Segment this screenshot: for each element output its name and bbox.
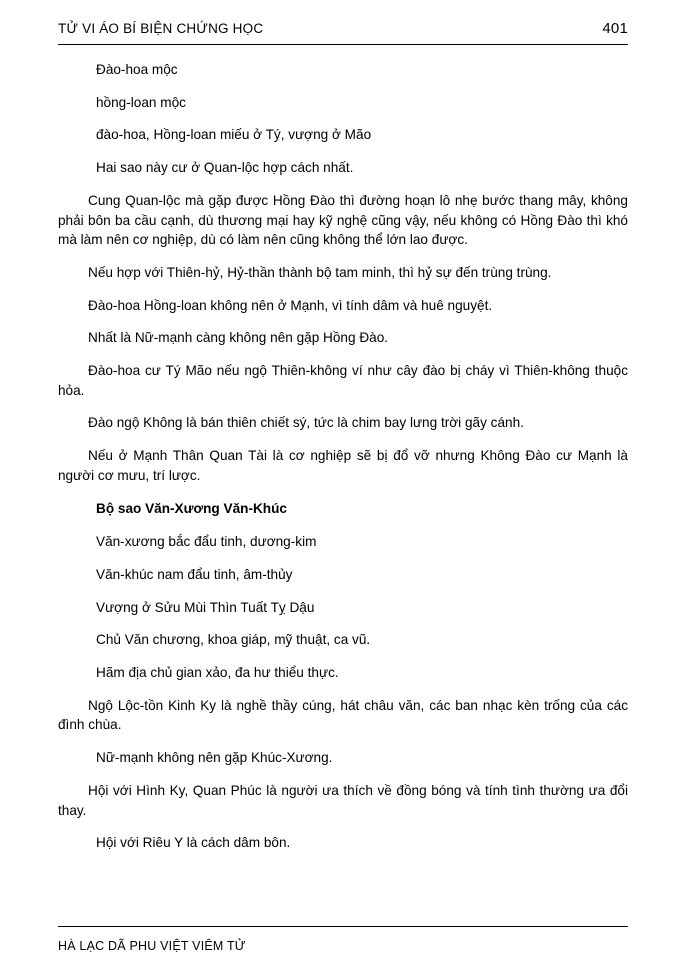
body-paragraph: Ngộ Lộc-tồn Kinh Ky là nghề thầy cúng, hát châu văn, các ban nhạc kèn trống của các đình chùa. [58,697,628,733]
body-paragraph: Nếu hợp với Thiên-hỷ, Hỷ-thần thành bộ tam minh, thì hỷ sự đến trùng trùng. [88,264,552,280]
header-title: TỬ VI ÁO BÍ BIỆN CHỨNG HỌC [58,21,264,36]
body-paragraph: Hội với Hình Ky, Quan Phúc là người ưa thích về đồng bóng và tính tình thường ưa đổi thay. [58,782,628,818]
page-header [58,20,628,37]
page-footer: HÀ LẠC DÃ PHU VIỆT VIÊM TỬ [58,939,246,953]
body-paragraph: Hội với Riêu Y là cách dâm bôn. [96,835,291,851]
body-paragraph: Hãm địa chủ gian xảo, đa hư thiểu thực. [96,665,339,681]
header-divider [58,44,628,45]
body-paragraph: đào-hoa, Hồng-loan miếu ở Tý, vượng ở Mão [96,127,372,143]
body-paragraph: hồng-loan mộc [96,94,186,110]
body-paragraph: Hai sao này cư ở Quan-lộc hợp cách nhất. [96,160,354,176]
body-paragraph: Vượng ở Sửu Mùi Thìn Tuất Tỵ Dậu [96,599,315,615]
body-paragraph: Chủ Văn chương, khoa giáp, mỹ thuật, ca vũ. [96,632,371,648]
body-paragraph: Đào ngộ Không là bán thiên chiết sý, tức là chim bay lưng trời gãy cánh. [88,415,524,431]
section-heading: Bộ sao Văn-Xương Văn-Khúc [96,500,287,516]
body-paragraph: Nếu ở Mạnh Thân Quan Tài là cơ nghiệp sẽ bị đổ vỡ nhưng Không Đào cư Mạnh là người cơ mưu, trí lược. [58,448,628,483]
body-paragraph: Nhất là Nữ-mạnh càng không nên gặp Hồng Đào. [88,330,389,346]
body-paragraph: Đào-hoa mộc [96,62,178,77]
body-paragraph: Đào-hoa Hồng-loan không nên ở Mạnh, vì tính dâm và huê nguyệt. [88,297,493,313]
body-paragraph: Đào-hoa cư Tý Mão nếu ngộ Thiên-không ví như cây đào bị cháy vì Thiên-không thuộc hỏa. [58,363,628,398]
body-paragraph: Cung Quan-lộc mà gặp được Hồng Đào thì đường hoạn lô nhẹ bước thang mây, không phải bôn ba cầu cạnh, dù thương mại hay kỹ nghệ cũng vậy, nếu không có Hồng Đào thì khó mà làm nên cơ nghiệp, dù có làm nên cũng không thể lớn lao được. [58,192,628,248]
body-paragraph: Nữ-mạnh không nên gặp Khúc-Xương. [96,750,333,766]
page-body [58,60,628,866]
header-page-number: 401 [602,20,628,37]
body-paragraph: Văn-xương bắc đẩu tinh, dương-kim [96,534,317,550]
body-paragraph: Văn-khúc nam đẩu tinh, âm-thủy [96,566,293,582]
footer-divider [58,926,628,927]
